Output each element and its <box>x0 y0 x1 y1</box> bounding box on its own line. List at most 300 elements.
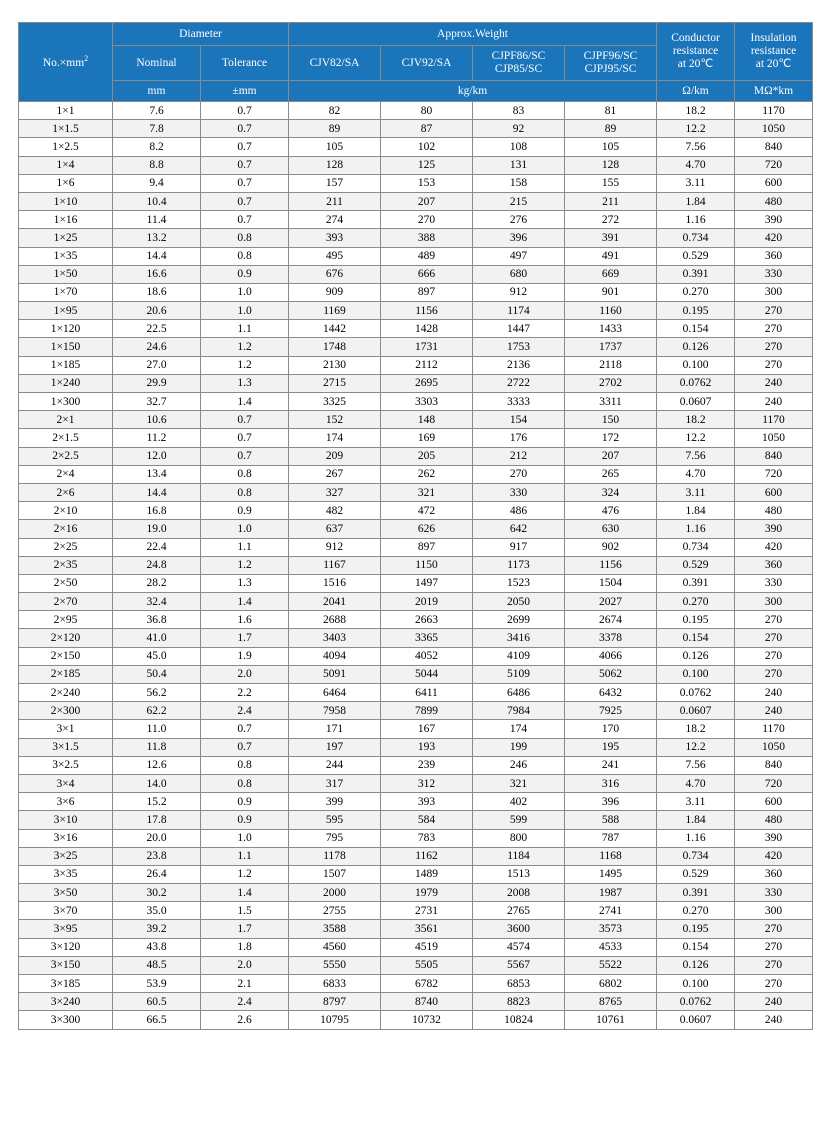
cell-cjpf86: 7984 <box>473 702 565 720</box>
cell-cjpf86: 174 <box>473 720 565 738</box>
cell-spec: 1×240 <box>19 374 113 392</box>
table-row <box>19 865 813 883</box>
cell-insulation-resistance: 1050 <box>735 429 813 447</box>
cell-cjpf96: 902 <box>565 538 657 556</box>
table-row <box>19 229 813 247</box>
cell-insulation-resistance: 1170 <box>735 720 813 738</box>
table-row <box>19 211 813 229</box>
cell-insulation-resistance: 240 <box>735 374 813 392</box>
cell-nominal: 14.4 <box>113 247 201 265</box>
cell-nominal: 7.6 <box>113 102 201 120</box>
cell-nominal: 11.0 <box>113 720 201 738</box>
cell-spec: 2×1.5 <box>19 429 113 447</box>
table-row <box>19 938 813 956</box>
cell-cjpf86: 2008 <box>473 884 565 902</box>
cell-cjpf96: 265 <box>565 465 657 483</box>
cell-tolerance: 1.2 <box>201 338 289 356</box>
cell-tolerance: 1.4 <box>201 593 289 611</box>
cell-insulation-resistance: 270 <box>735 975 813 993</box>
cell-spec: 3×240 <box>19 993 113 1011</box>
table-row <box>19 411 813 429</box>
cell-insulation-resistance: 270 <box>735 629 813 647</box>
cell-tolerance: 1.4 <box>201 393 289 411</box>
cell-insulation-resistance: 270 <box>735 320 813 338</box>
cell-cjv92: 4519 <box>381 938 473 956</box>
cell-tolerance: 0.7 <box>201 411 289 429</box>
header-cjpf86: CJPF86/SC CJP85/SC <box>473 46 565 81</box>
cell-nominal: 9.4 <box>113 174 201 192</box>
cell-tolerance: 1.6 <box>201 611 289 629</box>
cell-cjv82: 89 <box>289 120 381 138</box>
cell-cjv92: 2112 <box>381 356 473 374</box>
cell-cjpf96: 3573 <box>565 920 657 938</box>
cell-spec: 1×35 <box>19 247 113 265</box>
cell-cjv82: 3325 <box>289 393 381 411</box>
cell-cjv92: 193 <box>381 738 473 756</box>
cell-cjpf86: 3600 <box>473 920 565 938</box>
header-conductor-resistance: Conductor resistance at 20℃ <box>657 23 735 81</box>
cell-conductor-resistance: 12.2 <box>657 738 735 756</box>
cell-cjv92: 1428 <box>381 320 473 338</box>
cell-cjv82: 157 <box>289 174 381 192</box>
cell-nominal: 13.2 <box>113 229 201 247</box>
cell-nominal: 10.6 <box>113 411 201 429</box>
cell-cjv92: 239 <box>381 756 473 774</box>
cell-cjpf86: 5109 <box>473 665 565 683</box>
cell-conductor-resistance: 1.16 <box>657 520 735 538</box>
cell-tolerance: 2.0 <box>201 665 289 683</box>
cell-nominal: 41.0 <box>113 629 201 647</box>
cell-nominal: 30.2 <box>113 884 201 902</box>
table-row <box>19 738 813 756</box>
cell-cjv92: 102 <box>381 138 473 156</box>
cell-nominal: 24.6 <box>113 338 201 356</box>
cell-cjpf86: 199 <box>473 738 565 756</box>
cell-insulation-resistance: 270 <box>735 665 813 683</box>
cell-conductor-resistance: 0.391 <box>657 574 735 592</box>
cell-cjv82: 128 <box>289 156 381 174</box>
cell-cjv82: 197 <box>289 738 381 756</box>
cell-nominal: 24.8 <box>113 556 201 574</box>
cell-cjpf86: 912 <box>473 283 565 301</box>
cell-spec: 1×10 <box>19 192 113 210</box>
cell-cjpf96: 4533 <box>565 938 657 956</box>
cell-nominal: 23.8 <box>113 847 201 865</box>
cell-nominal: 45.0 <box>113 647 201 665</box>
cell-spec: 2×120 <box>19 629 113 647</box>
cell-cjpf86: 1513 <box>473 865 565 883</box>
cell-cjpf96: 396 <box>565 793 657 811</box>
cell-cjpf96: 476 <box>565 502 657 520</box>
cell-cjpf96: 1987 <box>565 884 657 902</box>
cell-conductor-resistance: 0.529 <box>657 247 735 265</box>
cell-cjpf86: 330 <box>473 483 565 501</box>
cell-tolerance: 2.4 <box>201 993 289 1011</box>
cable-specification-table <box>18 22 813 1030</box>
cell-conductor-resistance: 0.100 <box>657 975 735 993</box>
cell-nominal: 17.8 <box>113 811 201 829</box>
cell-cjpf86: 158 <box>473 174 565 192</box>
cell-cjpf96: 155 <box>565 174 657 192</box>
cell-insulation-resistance: 600 <box>735 793 813 811</box>
cell-nominal: 13.4 <box>113 465 201 483</box>
cell-cjpf96: 1504 <box>565 574 657 592</box>
cell-conductor-resistance: 18.2 <box>657 411 735 429</box>
header-unit-tolerance: ±mm <box>201 81 289 102</box>
cell-cjpf86: 6486 <box>473 684 565 702</box>
cell-tolerance: 0.7 <box>201 120 289 138</box>
cell-insulation-resistance: 1170 <box>735 411 813 429</box>
cell-cjpf96: 6802 <box>565 975 657 993</box>
cell-conductor-resistance: 4.70 <box>657 156 735 174</box>
cell-spec: 1×4 <box>19 156 113 174</box>
cell-insulation-resistance: 240 <box>735 993 813 1011</box>
cell-tolerance: 1.4 <box>201 884 289 902</box>
cell-insulation-resistance: 1170 <box>735 102 813 120</box>
cell-tolerance: 0.7 <box>201 211 289 229</box>
cell-cjv82: 4094 <box>289 647 381 665</box>
cell-cjv82: 3403 <box>289 629 381 647</box>
cell-conductor-resistance: 0.734 <box>657 847 735 865</box>
cell-cjpf86: 215 <box>473 192 565 210</box>
cell-tolerance: 0.8 <box>201 229 289 247</box>
cell-spec: 2×300 <box>19 702 113 720</box>
cell-insulation-resistance: 600 <box>735 174 813 192</box>
cell-cjv92: 626 <box>381 520 473 538</box>
cell-tolerance: 1.1 <box>201 847 289 865</box>
cell-tolerance: 1.0 <box>201 520 289 538</box>
cell-cjpf86: 321 <box>473 774 565 792</box>
table-row <box>19 884 813 902</box>
table-row <box>19 574 813 592</box>
cell-insulation-resistance: 270 <box>735 956 813 974</box>
cell-nominal: 48.5 <box>113 956 201 974</box>
cell-insulation-resistance: 300 <box>735 283 813 301</box>
cell-cjpf86: 1523 <box>473 574 565 592</box>
cell-cjpf96: 1168 <box>565 847 657 865</box>
cell-cjpf86: 497 <box>473 247 565 265</box>
cell-cjv82: 267 <box>289 465 381 483</box>
cell-cjv92: 10732 <box>381 1011 473 1029</box>
cell-insulation-resistance: 270 <box>735 611 813 629</box>
cell-cjv92: 2731 <box>381 902 473 920</box>
cell-nominal: 12.0 <box>113 447 201 465</box>
cell-tolerance: 0.8 <box>201 756 289 774</box>
cell-spec: 3×10 <box>19 811 113 829</box>
cell-cjpf86: 8823 <box>473 993 565 1011</box>
cell-conductor-resistance: 0.126 <box>657 956 735 974</box>
table-row <box>19 756 813 774</box>
cell-cjv92: 584 <box>381 811 473 829</box>
cell-cjv92: 489 <box>381 247 473 265</box>
header-cjv92: CJV92/SA <box>381 46 473 81</box>
cell-cjv82: 1748 <box>289 338 381 356</box>
cell-cjv92: 5505 <box>381 956 473 974</box>
cell-spec: 1×185 <box>19 356 113 374</box>
cell-spec: 3×1 <box>19 720 113 738</box>
cell-cjpf96: 588 <box>565 811 657 829</box>
cell-insulation-resistance: 480 <box>735 502 813 520</box>
cell-conductor-resistance: 1.84 <box>657 811 735 829</box>
table-header <box>19 23 813 102</box>
cell-nominal: 22.4 <box>113 538 201 556</box>
table-row <box>19 665 813 683</box>
cell-cjpf96: 5062 <box>565 665 657 683</box>
cell-cjpf96: 316 <box>565 774 657 792</box>
cell-nominal: 53.9 <box>113 975 201 993</box>
table-row <box>19 356 813 374</box>
cell-cjpf86: 212 <box>473 447 565 465</box>
table-row <box>19 811 813 829</box>
cell-cjv92: 80 <box>381 102 473 120</box>
header-spec-label-text: $No.\times mm^2$ <box>42 54 89 69</box>
cell-conductor-resistance: 0.154 <box>657 629 735 647</box>
cell-cjv92: 8740 <box>381 993 473 1011</box>
cell-cjv92: 897 <box>381 283 473 301</box>
cell-nominal: 32.4 <box>113 593 201 611</box>
cell-insulation-resistance: 240 <box>735 684 813 702</box>
cell-tolerance: 1.2 <box>201 865 289 883</box>
cell-insulation-resistance: 390 <box>735 829 813 847</box>
cell-tolerance: 0.7 <box>201 720 289 738</box>
cell-cjv92: 472 <box>381 502 473 520</box>
cell-spec: 2×50 <box>19 574 113 592</box>
cell-cjpf86: 2050 <box>473 593 565 611</box>
cell-spec: 3×6 <box>19 793 113 811</box>
table-row <box>19 702 813 720</box>
cell-insulation-resistance: 360 <box>735 865 813 883</box>
cell-nominal: 50.4 <box>113 665 201 683</box>
cell-spec: 2×4 <box>19 465 113 483</box>
cell-cjpf96: 324 <box>565 483 657 501</box>
cell-conductor-resistance: 0.0607 <box>657 393 735 411</box>
cell-spec: 1×120 <box>19 320 113 338</box>
cell-cjv82: 209 <box>289 447 381 465</box>
cell-conductor-resistance: 1.84 <box>657 192 735 210</box>
cell-nominal: 8.2 <box>113 138 201 156</box>
cell-insulation-resistance: 480 <box>735 192 813 210</box>
cell-nominal: 27.0 <box>113 356 201 374</box>
cell-spec: 2×240 <box>19 684 113 702</box>
cell-cjv92: 1497 <box>381 574 473 592</box>
cell-conductor-resistance: 0.0607 <box>657 702 735 720</box>
cell-tolerance: 0.8 <box>201 483 289 501</box>
header-insulation-resistance: Insulation resistance at 20℃ <box>735 23 813 81</box>
table-row <box>19 793 813 811</box>
cell-cjv82: 274 <box>289 211 381 229</box>
cell-cjpf96: 172 <box>565 429 657 447</box>
cell-cjv82: 2000 <box>289 884 381 902</box>
cell-insulation-resistance: 840 <box>735 756 813 774</box>
cell-insulation-resistance: 360 <box>735 556 813 574</box>
cell-nominal: 56.2 <box>113 684 201 702</box>
cell-spec: 1×2.5 <box>19 138 113 156</box>
cell-conductor-resistance: 0.126 <box>657 647 735 665</box>
header-unit-ohm-km: Ω/km <box>657 81 735 102</box>
cell-cjv82: 4560 <box>289 938 381 956</box>
header-unit-kg-km: kg/km <box>289 81 657 102</box>
cell-conductor-resistance: 18.2 <box>657 720 735 738</box>
cell-cjpf86: 2136 <box>473 356 565 374</box>
cell-conductor-resistance: 0.100 <box>657 356 735 374</box>
cell-cjv92: 2695 <box>381 374 473 392</box>
cell-cjv92: 312 <box>381 774 473 792</box>
header-nominal: Nominal <box>113 46 201 81</box>
cell-cjv82: 795 <box>289 829 381 847</box>
cell-cjv92: 388 <box>381 229 473 247</box>
cell-spec: 3×50 <box>19 884 113 902</box>
cell-spec: 3×120 <box>19 938 113 956</box>
cell-cjv82: 909 <box>289 283 381 301</box>
cell-spec: 1×300 <box>19 393 113 411</box>
table-row <box>19 447 813 465</box>
cell-conductor-resistance: 4.70 <box>657 774 735 792</box>
cell-conductor-resistance: 0.0762 <box>657 374 735 392</box>
cell-conductor-resistance: 0.154 <box>657 938 735 956</box>
cell-insulation-resistance: 270 <box>735 938 813 956</box>
cell-tolerance: 2.1 <box>201 975 289 993</box>
cell-nominal: 62.2 <box>113 702 201 720</box>
cell-spec: 1×95 <box>19 302 113 320</box>
table-row <box>19 156 813 174</box>
cell-conductor-resistance: 0.195 <box>657 611 735 629</box>
table-row <box>19 265 813 283</box>
cell-cjpf86: 6853 <box>473 975 565 993</box>
cell-spec: 1×70 <box>19 283 113 301</box>
cell-cjv92: 321 <box>381 483 473 501</box>
cell-spec: 2×6 <box>19 483 113 501</box>
cell-cjpf96: 3311 <box>565 393 657 411</box>
cell-conductor-resistance: 1.16 <box>657 829 735 847</box>
table-row <box>19 192 813 210</box>
table-row <box>19 502 813 520</box>
cell-cjpf86: 3333 <box>473 393 565 411</box>
cell-insulation-resistance: 420 <box>735 847 813 865</box>
cell-cjpf96: 105 <box>565 138 657 156</box>
cell-conductor-resistance: 18.2 <box>657 102 735 120</box>
cell-cjv82: 5091 <box>289 665 381 683</box>
cell-cjpf86: 92 <box>473 120 565 138</box>
cell-insulation-resistance: 330 <box>735 884 813 902</box>
cell-cjv82: 2041 <box>289 593 381 611</box>
table-body <box>19 102 813 1030</box>
cell-cjv92: 1156 <box>381 302 473 320</box>
cell-tolerance: 1.2 <box>201 556 289 574</box>
cell-spec: 2×1 <box>19 411 113 429</box>
cell-cjv82: 82 <box>289 102 381 120</box>
cell-cjv82: 393 <box>289 229 381 247</box>
cell-cjv82: 637 <box>289 520 381 538</box>
cell-cjpf86: 5567 <box>473 956 565 974</box>
cell-tolerance: 1.9 <box>201 647 289 665</box>
cell-cjpf96: 391 <box>565 229 657 247</box>
cell-nominal: 11.4 <box>113 211 201 229</box>
cell-conductor-resistance: 0.529 <box>657 865 735 883</box>
cell-nominal: 36.8 <box>113 611 201 629</box>
cell-conductor-resistance: 4.70 <box>657 465 735 483</box>
cell-cjv82: 482 <box>289 502 381 520</box>
cell-cjv92: 2663 <box>381 611 473 629</box>
cell-tolerance: 1.5 <box>201 902 289 920</box>
cell-spec: 3×185 <box>19 975 113 993</box>
cell-cjpf86: 3416 <box>473 629 565 647</box>
cell-conductor-resistance: 1.16 <box>657 211 735 229</box>
cell-cjpf86: 396 <box>473 229 565 247</box>
cell-nominal: 35.0 <box>113 902 201 920</box>
cell-cjv92: 153 <box>381 174 473 192</box>
cell-cjv92: 6411 <box>381 684 473 702</box>
table-row <box>19 647 813 665</box>
table-row <box>19 774 813 792</box>
cell-cjpf96: 170 <box>565 720 657 738</box>
table-row <box>19 684 813 702</box>
cell-cjpf96: 3378 <box>565 629 657 647</box>
cell-spec: 3×1.5 <box>19 738 113 756</box>
cell-tolerance: 2.6 <box>201 1011 289 1029</box>
cell-cjv92: 262 <box>381 465 473 483</box>
cell-cjpf86: 131 <box>473 156 565 174</box>
cell-cjpf96: 2674 <box>565 611 657 629</box>
cell-tolerance: 1.8 <box>201 938 289 956</box>
cell-cjpf86: 1184 <box>473 847 565 865</box>
cell-cjpf86: 108 <box>473 138 565 156</box>
cell-insulation-resistance: 360 <box>735 247 813 265</box>
cell-cjpf96: 2741 <box>565 902 657 920</box>
cell-spec: 1×25 <box>19 229 113 247</box>
cell-insulation-resistance: 270 <box>735 338 813 356</box>
cell-cjpf96: 669 <box>565 265 657 283</box>
cell-cjpf96: 2027 <box>565 593 657 611</box>
cell-cjpf86: 276 <box>473 211 565 229</box>
cell-cjv82: 244 <box>289 756 381 774</box>
cell-nominal: 7.8 <box>113 120 201 138</box>
cell-nominal: 10.4 <box>113 192 201 210</box>
cell-spec: 3×2.5 <box>19 756 113 774</box>
cell-tolerance: 0.9 <box>201 502 289 520</box>
cell-cjv92: 393 <box>381 793 473 811</box>
table-row <box>19 611 813 629</box>
cell-spec: 1×150 <box>19 338 113 356</box>
cell-cjv92: 1489 <box>381 865 473 883</box>
cell-cjv82: 3588 <box>289 920 381 938</box>
cell-cjpf86: 1174 <box>473 302 565 320</box>
cell-cjv92: 3303 <box>381 393 473 411</box>
cell-spec: 2×150 <box>19 647 113 665</box>
cell-cjv82: 171 <box>289 720 381 738</box>
cell-cjv92: 1162 <box>381 847 473 865</box>
cell-cjpf96: 8765 <box>565 993 657 1011</box>
cell-insulation-resistance: 240 <box>735 702 813 720</box>
cell-insulation-resistance: 390 <box>735 520 813 538</box>
table-row <box>19 993 813 1011</box>
cell-cjpf86: 599 <box>473 811 565 829</box>
cell-cjpf86: 1173 <box>473 556 565 574</box>
cell-tolerance: 0.7 <box>201 174 289 192</box>
cell-cjv92: 148 <box>381 411 473 429</box>
cell-cjv82: 1507 <box>289 865 381 883</box>
cell-nominal: 28.2 <box>113 574 201 592</box>
cell-spec: 3×70 <box>19 902 113 920</box>
table-row <box>19 483 813 501</box>
header-diameter: Diameter <box>113 23 289 46</box>
table-row <box>19 593 813 611</box>
cell-cjv82: 595 <box>289 811 381 829</box>
cell-tolerance: 2.2 <box>201 684 289 702</box>
cell-cjpf96: 195 <box>565 738 657 756</box>
cell-insulation-resistance: 300 <box>735 593 813 611</box>
cell-cjv82: 211 <box>289 192 381 210</box>
cell-insulation-resistance: 840 <box>735 447 813 465</box>
